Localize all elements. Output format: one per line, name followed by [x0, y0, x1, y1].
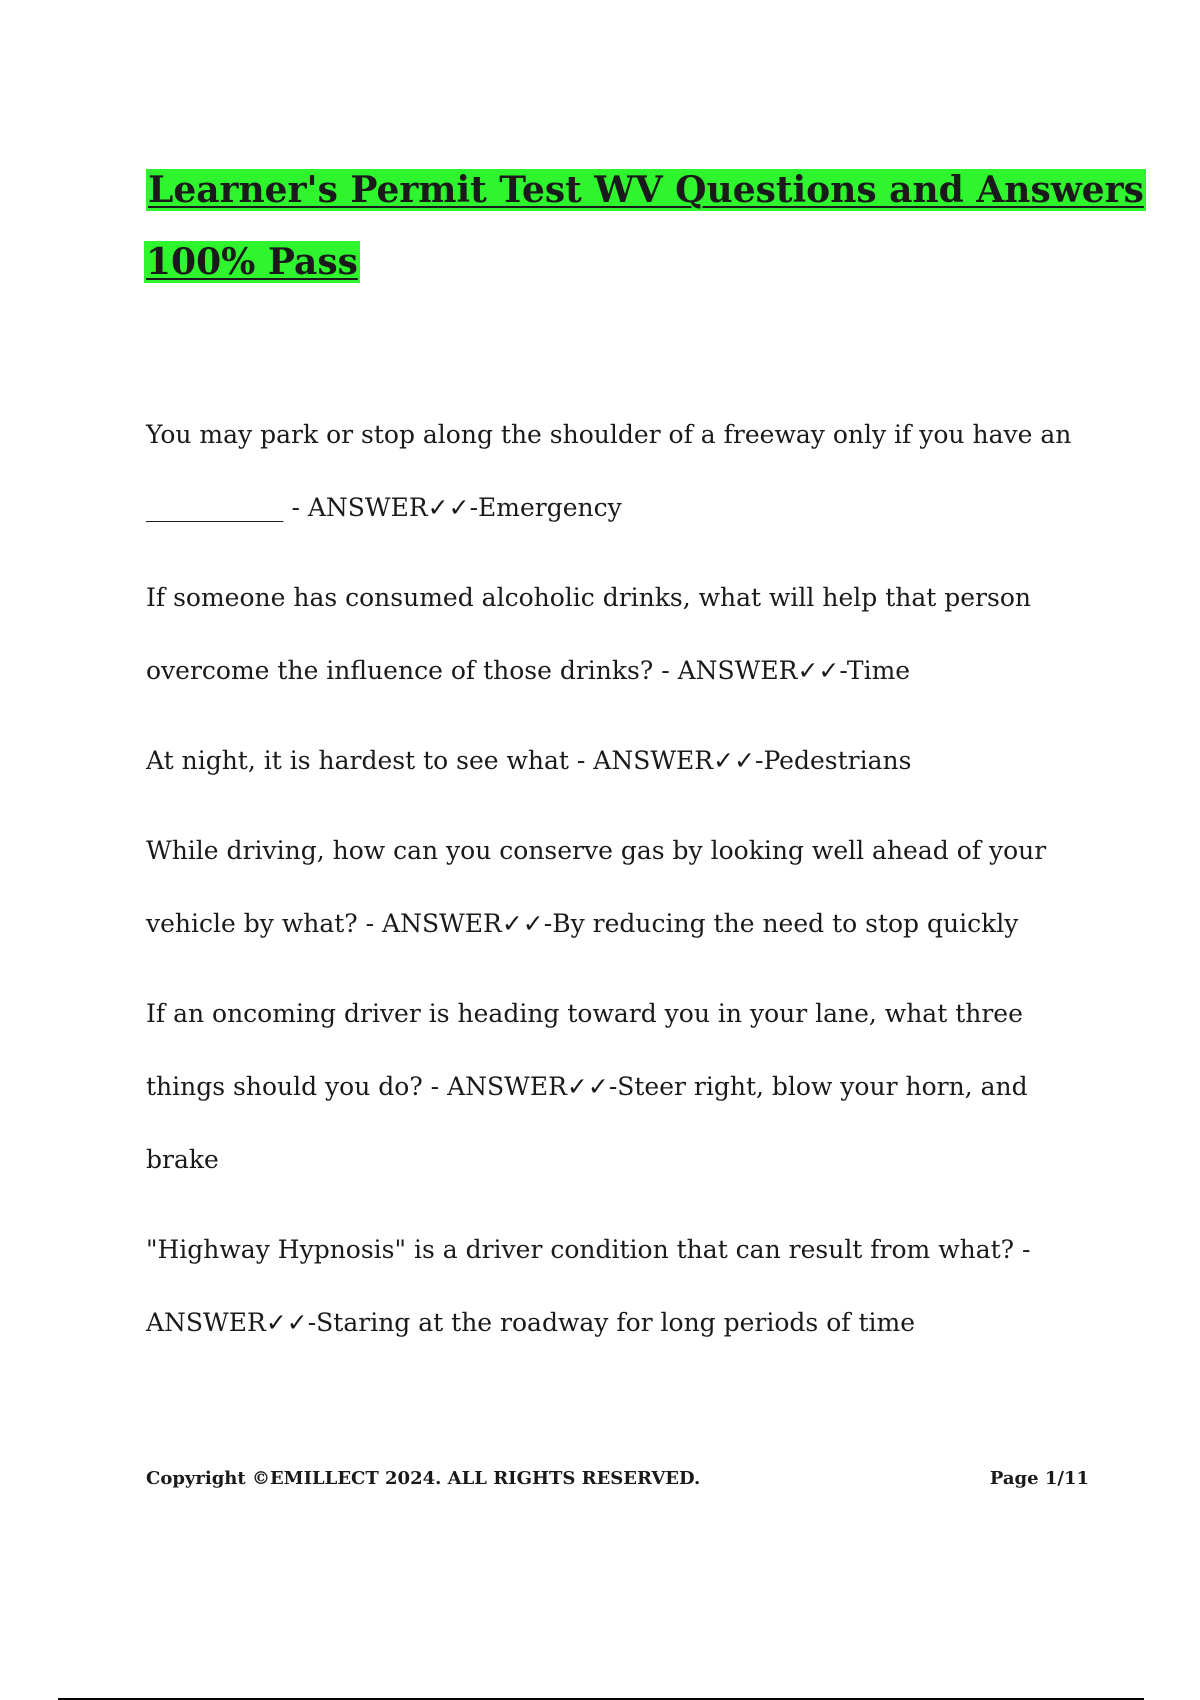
- check-mark-icon: ✓✓: [501, 909, 544, 938]
- question-text: If someone has consumed alcoholic drinks, what will help that person overcome the influence of those drinks? - ANSWER: [146, 583, 1031, 685]
- qa-item-3: [146, 724, 1096, 797]
- question-text: While driving, how can you conserve gas by looking well ahead of your vehicle by what? - ANSWER: [146, 836, 1047, 938]
- check-mark-icon: ✓✓: [427, 493, 470, 522]
- question-text: You may park or stop along the shoulder of a freeway only if you have an ___________ - ANSWER: [146, 420, 1072, 522]
- answer-text: -Pedestrians: [755, 746, 912, 775]
- answer-text: -Steer right, blow your horn, and brake: [146, 1072, 1028, 1174]
- check-mark-icon: ✓✓: [713, 746, 756, 775]
- title-line-2: [144, 238, 1086, 286]
- qa-item-5: [146, 977, 1096, 1196]
- check-mark-icon: ✓✓: [265, 1308, 308, 1337]
- title-highlight-2: 100% Pass: [146, 241, 358, 283]
- document-title: [146, 166, 1144, 310]
- answer-text: -By reducing the need to stop quickly: [543, 909, 1019, 938]
- question-text: If an oncoming driver is heading toward you in your lane, what three things should you do? - ANSWER: [146, 999, 1023, 1101]
- qa-item-2: [146, 561, 1096, 707]
- check-mark-icon: ✓✓: [797, 656, 840, 685]
- answer-text: -Time: [839, 656, 911, 685]
- qa-item-4: [146, 814, 1096, 960]
- title-line-1: [146, 166, 1144, 214]
- qa-item-6: [146, 1213, 1096, 1359]
- page-footer: [146, 1468, 1089, 1489]
- qa-item-1: [146, 398, 1096, 544]
- copyright-text: Copyright ©EMILLECT 2024. ALL RIGHTS RESERVED.: [146, 1468, 701, 1489]
- question-text: "Highway Hypnosis" is a driver condition that can result from what? - ANSWER: [146, 1235, 1031, 1337]
- answer-text: -Staring at the roadway for long periods of time: [307, 1308, 915, 1337]
- title-highlight-1: Learner's Permit Test WV Questions and Answers: [148, 169, 1144, 211]
- check-mark-icon: ✓✓: [566, 1072, 609, 1101]
- qa-list: [146, 398, 1096, 1376]
- page-number: Page 1/11: [989, 1468, 1089, 1489]
- answer-text: -Emergency: [469, 493, 622, 522]
- question-text: At night, it is hardest to see what - ANSWER: [146, 746, 714, 775]
